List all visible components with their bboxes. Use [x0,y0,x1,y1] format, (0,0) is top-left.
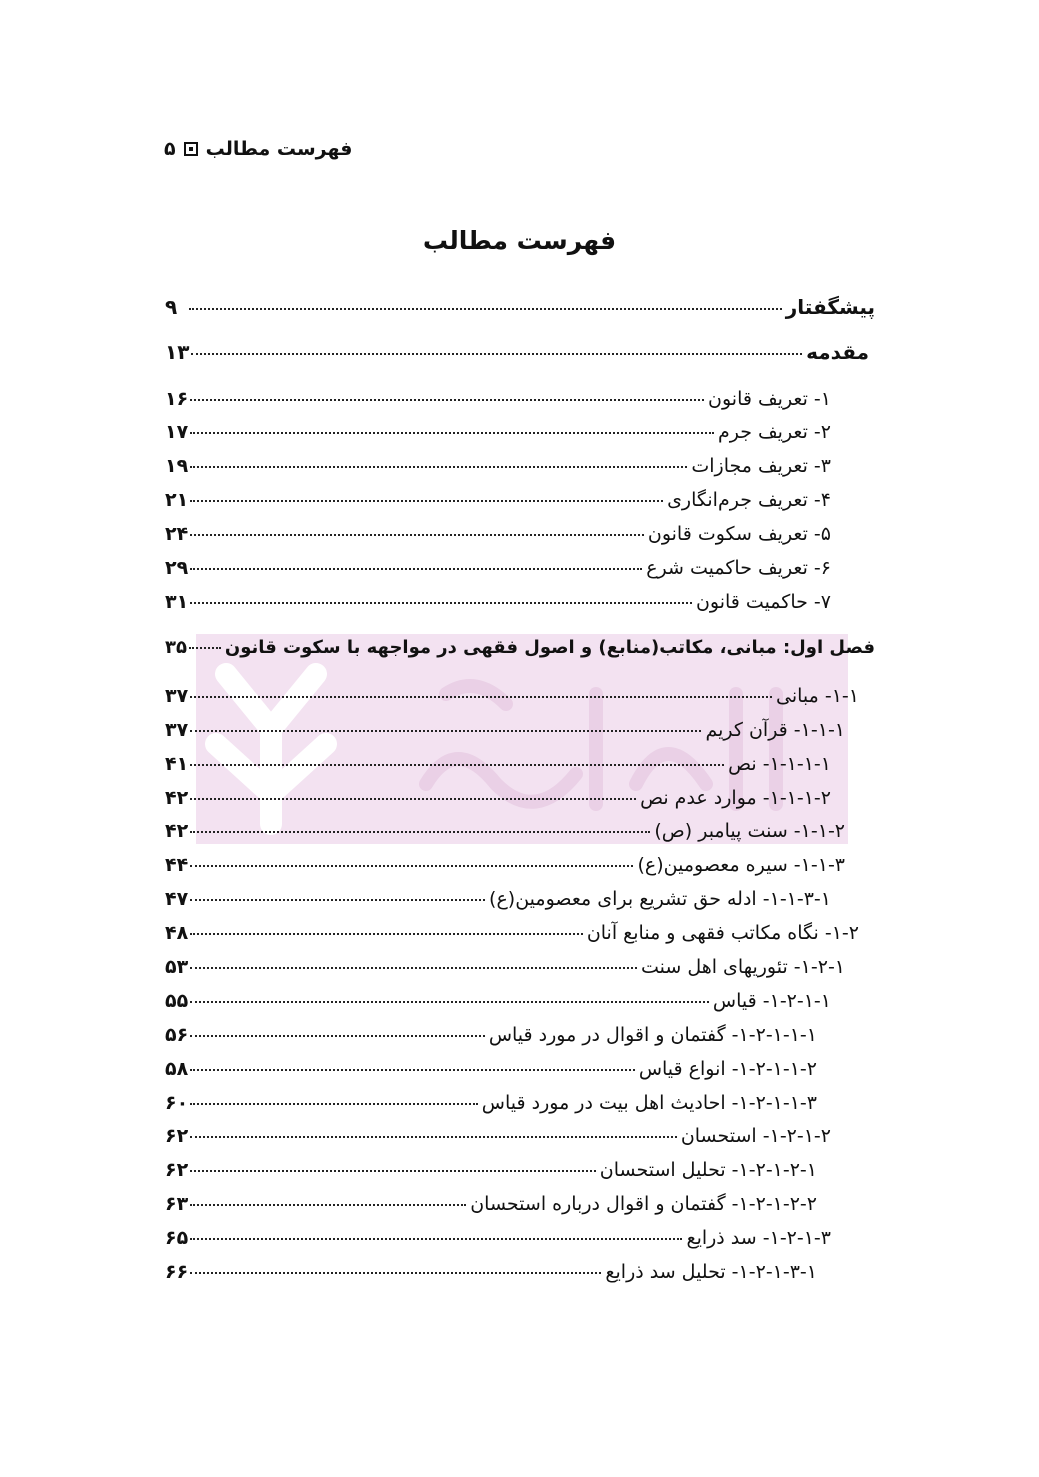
toc-entry[interactable] [165,557,831,587]
toc-entry-label: ۴- تعریف جرم‌انگاری [667,489,831,511]
toc-entry-label: ۱-۲- نگاه مکاتب فقهی و منابع آنان [586,922,859,944]
toc-entry-page: ۴۲ [165,787,189,809]
toc-entry[interactable] [165,455,831,485]
toc-entry[interactable] [165,1024,817,1054]
toc-entry-label: ۱-۱-۱-۲- موارد عدم نص [640,787,831,809]
toc-entry-page: ۱۷ [165,421,189,443]
toc-entry-page: ۹ [165,295,178,319]
dot-leader [190,1001,709,1003]
toc-entry[interactable] [165,888,831,918]
toc-entry[interactable] [165,1125,831,1155]
toc-entry-page: ۴۱ [165,753,189,775]
toc-entry-page: ۶۰ [165,1092,189,1114]
dot-leader [190,1103,478,1105]
toc-entry[interactable] [165,1159,817,1189]
toc-entry-chapter[interactable] [165,637,875,667]
dot-leader [190,730,701,732]
dot-leader [191,353,802,355]
toc-entry-page: ۶۲ [165,1159,189,1181]
page-title: فهرست مطالب [422,226,617,255]
toc-entry-label: ۷- حاکمیت قانون [695,591,831,613]
toc-entry[interactable] [165,421,831,451]
toc-entry-page: ۲۹ [165,557,189,579]
toc-entry[interactable] [165,820,845,850]
dot-leader [190,865,633,867]
toc-entry-label: ۱-۱-۳-۱- ادله حق تشریع برای معصومین(ع) [489,888,831,910]
toc-entry-label: ۱-۱-۱-۱- نص [728,753,831,775]
dot-leader [190,432,714,434]
toc-entry-label: ۲- تعریف جرم [717,421,831,443]
dot-leader [190,899,485,901]
toc-entry-page: ۲۱ [165,489,189,511]
toc-entry[interactable] [165,1193,817,1223]
toc-entry[interactable] [165,340,869,370]
dot-leader [190,1170,596,1172]
header-title: فهرست مطالب [205,138,353,160]
toc-entry-page: ۶۵ [165,1227,189,1249]
toc-entry-page: ۵۳ [165,956,189,978]
dot-leader [190,500,663,502]
toc-entry-label: فصل اول: مبانی، مکاتب(منابع) و اصول فقهی در مواجهه با سکوت قانون [224,637,875,658]
toc-entry-label: ۱-۱- مبانی [775,685,859,707]
dot-leader [190,967,637,969]
toc-entry-page: ۵۶ [165,1024,189,1046]
toc-entry-label: ۱-۲-۱-۲-۲- گفتمان و اقوال درباره استحسان [470,1193,817,1215]
toc-entry-label: ۱-۱-۲- سنت پیامبر (ص) [654,820,845,842]
toc-entry[interactable] [165,591,831,621]
toc-entry-label: ۶- تعریف حاکمیت شرع [646,557,831,579]
toc-entry-label: ۱-۲-۱-۲-۱- تحلیل استحسان [599,1159,817,1181]
toc-entry-label: ۱-۱-۱- قرآن کریم [705,719,845,741]
square-ornament-icon [184,142,198,156]
dot-leader [190,696,772,698]
dot-leader [189,308,782,310]
toc-entry-page: ۳۵ [165,637,187,658]
toc-entry-page: ۶۲ [165,1125,189,1147]
toc-entry[interactable] [165,990,831,1020]
dot-leader [190,831,650,833]
toc-entry[interactable] [165,854,845,884]
dot-leader [190,466,687,468]
dot-leader [190,764,724,766]
toc-entry-page: ۳۷ [165,685,189,707]
dot-leader [190,933,583,935]
toc-entry-page: ۴۸ [165,922,189,944]
toc-entry-label: ۵- تعریف سکوت قانون [647,523,831,545]
dot-leader [190,1238,682,1240]
toc-entry-label: ۳- تعریف مجازات [691,455,831,477]
toc-entry[interactable] [165,1227,831,1257]
dot-leader [190,399,704,401]
toc-entry-page: ۳۷ [165,719,189,741]
toc-entry-label: ۱- تعریف قانون [708,388,831,410]
toc-entry-page: ۱۶ [165,388,189,410]
dot-leader [190,1204,466,1206]
toc-entry-label: ۱-۱-۳- سیره معصومین(ع) [637,854,845,876]
dot-leader [190,1069,635,1071]
toc-entry[interactable] [165,523,831,553]
toc-entry[interactable] [165,753,831,783]
toc-entry-label: ۱-۲-۱-۳-۱- تحلیل سد ذرایع [605,1261,817,1283]
dot-leader [190,1035,485,1037]
toc-entry-page: ۶۳ [165,1193,189,1215]
toc-entry-page: ۵۵ [165,990,189,1012]
toc-entry[interactable] [165,1261,817,1291]
toc-entry-page: ۱۳ [165,340,190,364]
toc-entry-page: ۵۸ [165,1058,189,1080]
toc-entry-page: ۴۷ [165,888,189,910]
toc-entry-label: ۱-۲-۱-۱-۱- گفتمان و اقوال در مورد قیاس [488,1024,817,1046]
dot-leader [190,1136,677,1138]
toc-entry-page: ۶۶ [165,1261,189,1283]
toc-entry[interactable] [165,922,859,952]
toc-entry-page: ۱۹ [165,455,189,477]
toc-entry-page: ۳۱ [165,591,189,613]
header-page-number: ۵ [164,138,176,160]
toc-entry-page: ۴۲ [165,820,189,842]
toc-entry-page: ۲۴ [165,523,189,545]
dot-leader [190,534,644,536]
toc-entry-label: ۱-۲-۱-۳- سد ذرایع [686,1227,831,1249]
toc-entry-label: ۱-۲-۱-۱-۳- احادیث اهل بیت در مورد قیاس [481,1092,817,1114]
dot-leader [189,647,221,649]
toc-entry[interactable] [165,685,859,715]
running-header [164,138,352,160]
dot-leader [190,798,636,800]
toc-entry[interactable] [165,489,831,519]
toc-entry[interactable] [165,1092,817,1122]
toc-entry-label: ۱-۲-۱-۱-۲- انواع قیاس [638,1058,817,1080]
toc-entry[interactable] [165,295,875,325]
toc-entry-label: پیشگفتار [785,295,875,319]
toc-entry[interactable] [165,388,831,418]
toc-entry[interactable] [165,719,845,749]
dot-leader [190,602,692,604]
toc-entry[interactable] [165,956,845,986]
toc-entry-page: ۴۴ [165,854,189,876]
toc-entry[interactable] [165,787,831,817]
toc-entry-label: ۱-۲-۱- تئوریهای اهل سنت [640,956,845,978]
toc-entry[interactable] [165,1058,817,1088]
toc-entry-label: ۱-۲-۱-۲- استحسان [680,1125,831,1147]
dot-leader [190,568,642,570]
toc-entry-label: مقدمه [806,340,869,364]
dot-leader [190,1272,601,1274]
toc-entry-label: ۱-۲-۱-۱- قیاس [712,990,831,1012]
